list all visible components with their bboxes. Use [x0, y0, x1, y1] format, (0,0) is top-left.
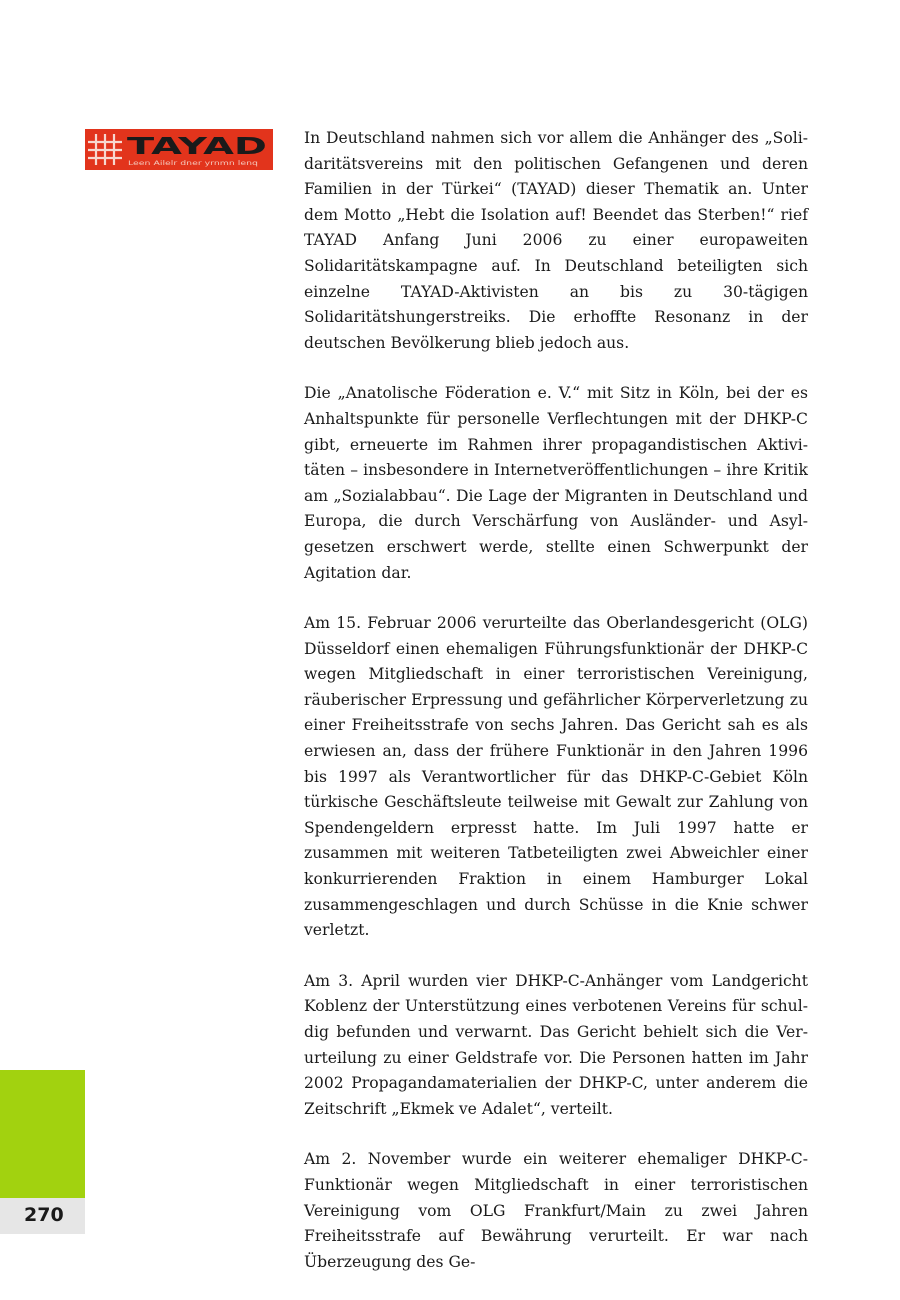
paragraph-tayad: In Deutschland nahmen sich vor allem die Anhänger des „Solidaritätsvereins mit den politischen Gefangenen und deren Familien in der Türkei“ (TAYAD) dieser Thematik an. Unter dem Motto „Hebt die Isolation auf! Beendet das Sterben!“ rief TAYAD Anfang Juni 2006 zu einer europaweiten Solidaritätskampagne auf. In Deutschland beteiligten sich einzelne TAYAD-Aktivisten an bis zu 30-tägigen Solidaritätshungerstreiks. Die erhoffte Resonanz in der deutschen Bevölkerung blieb jedoch aus.	[304, 129, 808, 352]
page-number: 270	[24, 1204, 64, 1226]
paragraph-olg-frankfurt: Am 2. November wurde ein weiterer ehemaliger DHKP-C-Funktionär wegen Mitgliedschaft in einer terroristischen Vereinigung vom OLG Frankfurt/Main zu zwei Jahren Freiheitsstrafe auf Bewährung verurteilt. Er war nach Überzeugung des Ge-	[304, 1150, 808, 1271]
page-number-box	[0, 1198, 85, 1234]
chapter-color-bar	[0, 1070, 85, 1198]
tayad-logo-graphic	[85, 129, 273, 170]
paragraph-landgericht-koblenz: Am 3. April wurden vier DHKP-C-Anhänger vom Landgericht Koblenz der Unterstützung eines verbotenen Vereins für schuldig befunden und verwarnt. Das Gericht behielt sich die Verurteilung zu einer Geldstrafe vor. Die Personen hatten im Jahr 2002 Propagandamaterialien der DHKP-C, unter anderem die Zeitschrift „Ekmek ve Adalet“, verteilt.	[304, 971, 808, 1118]
logo-wordmark: TAYAD	[127, 134, 267, 160]
logo-tagline: Leen Ailelr dner yrnmn lenq	[128, 160, 259, 167]
paragraph-olg-duesseldorf: Am 15. Februar 2006 verurteilte das Oberlandesgericht (OLG) Düsseldorf einen ehemaligen Führungsfunktionär der DHKP-C wegen Mitgliedschaft in einer terroristischen Vereinigung, räuberischer Erpressung und gefährlicher Körperverletzung zu einer Freiheitsstrafe von sechs Jahren. Das Gericht sah es als erwiesen an, dass der frühere Funktionär in den Jahren 1996 bis 1997 als Verantwortlicher für das DHKP-C-Gebiet Köln türkische Geschäftsleute teilweise mit Gewalt zur Zahlung von Spendengeldern erpresst hatte. Im Juli 1997 hatte er zusammen mit weiteren Tatbeteiligten zwei Abweichler einer konkurrierenden Fraktion in einem Hamburger Lokal zusammengeschlagen und durch Schüsse in die Knie schwer verletzt.	[304, 614, 808, 940]
tayad-logo	[85, 129, 273, 170]
main-text	[304, 126, 808, 1300]
paragraph-anatolische-foederation: Die „Anatolische Föderation e. V.“ mit Sitz in Köln, bei der es Anhaltspunkte für personelle Verflechtungen mit der DHKP-C gibt, erneuerte im Rahmen ihrer propagandistischen Aktivitäten – insbesondere in Internetveröffentlichungen – ihre Kritik am „Sozialabbau“. Die Lage der Migranten in Deutschland und Europa, die durch Verschärfung von Ausländer- und Asylgesetzen erschwert werde, stellte einen Schwerpunkt der Agitation dar.	[304, 384, 808, 582]
